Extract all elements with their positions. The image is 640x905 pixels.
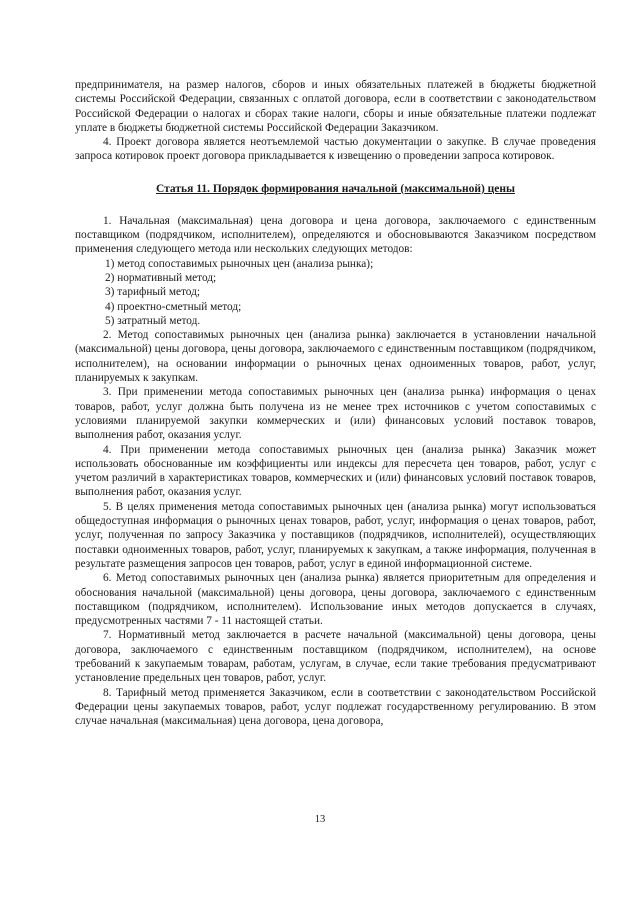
paragraph-item-6: 6. Метод сопоставимых рыночных цен (анализа рынка) является приоритетным для определения и обоснования начальной (максимальной) цены договора, цены договора, заключаемого с единственным поставщиком (подрядчиком, исполнителем). Использование иных методов допускается в случаях, предусмотренных частями 7 - 11 настоящей статьи. bbox=[75, 572, 596, 628]
paragraph-item-4-intro: 4. Проект договора является неотъемлемой частью документации о закупке. В случае проведения запроса котировок проект договора прикладывается к извещению о проведении запроса котировок. bbox=[75, 136, 596, 163]
paragraph-item-3: 3. При применении метода сопоставимых рыночных цен (анализа рынка) информация о ценах товаров, работ, услуг должна быть получена из не менее трех источников с учетом сопоставимых с условиями планируемой закупки коммерческих и (или) финансовых условий поставок товаров, выполнения работ, оказания услуг. bbox=[75, 386, 596, 442]
page-number: 13 bbox=[314, 814, 326, 825]
method-list-item: 4) проектно-сметный метод; bbox=[105, 300, 242, 313]
paragraph-continuation: предпринимателя, на размер налогов, сборов и иных обязательных платежей в бюджеты бюджетной системы Российской Федерации, связанных с оплатой договора, если в соответствии с законодательством Российской Федерации о налогах и сборах такие налоги, сборы и иные обязательные платежи подлежат уплате в бюджеты бюджетной системы Российской Федерации Заказчиком. bbox=[75, 79, 596, 134]
method-list-item: 5) затратный метод. bbox=[105, 314, 201, 327]
paragraph-item-2: 2. Метод сопоставимых рыночных цен (анализа рынка) заключается в установлении начальной (максимальной) цены договора, цены договора, заключаемого с единственным поставщиком (подрядчиком, исполнителем), на основании информации о рыночных ценах одноименных товаров, работ, услуг, планируемых к закупкам. bbox=[75, 329, 596, 385]
paragraph-item-4: 4. При применении метода сопоставимых рыночных цен (анализа рынка) Заказчик может использовать обоснованные им коэффициенты или индексы для пересчета цен товаров, работ, услуг с учетом различий в характеристиках товаров, коммерческих и (или) финансовых условий поставок товаров, выполнения работ, оказания услуг. bbox=[75, 443, 596, 499]
method-list-item: 1) метод сопоставимых рыночных цен (анализа рынка); bbox=[105, 257, 374, 270]
method-list-item: 2) нормативный метод; bbox=[105, 271, 217, 284]
paragraph-item-5: 5. В целях применения метода сопоставимых рыночных цен (анализа рынка) могут использоваться общедоступная информация о рыночных ценах товаров, работ, услуг, информация о ценах товаров, работ, услуг, полученная по запросу Заказчика у поставщиков (подрядчиков, исполнителей), осуществляющих поставки одноименных товаров, работ, услуг, планируемых к закупкам, а также информация, полученная в результате размещения запросов цен товаров, работ, услуг в единой информационной системе. bbox=[75, 500, 596, 570]
article-title: Статья 11. Порядок формирования начальной (максимальной) цены bbox=[155, 182, 516, 195]
paragraph-item-8: 8. Тарифный метод применяется Заказчиком, если в соответствии с законодательством Российской Федерации цены закупаемых товаров, работ, услуг подлежат государственному регулированию. В этом случае начальная (максимальная) цена договора, цена договора, bbox=[75, 686, 596, 728]
paragraph-item-7: 7. Нормативный метод заключается в расчете начальной (максимальной) цены договора, цены договора, заключаемого с единственным поставщиком (подрядчиком, исполнителем), на основе требований к закупаемым товарам, работам, услугам, в случае, если такие требования предусматривают установление предельных цен товаров, работ, услуг. bbox=[75, 629, 596, 685]
paragraph-item-1: 1. Начальная (максимальная) цена договора и цена договора, заключаемого с единственным поставщиком (подрядчиком, исполнителем), определяются и обосновываются Заказчиком посредством применения следующего метода или нескольких следующих методов: bbox=[75, 214, 596, 256]
method-list-item: 3) тарифный метод; bbox=[105, 286, 201, 299]
